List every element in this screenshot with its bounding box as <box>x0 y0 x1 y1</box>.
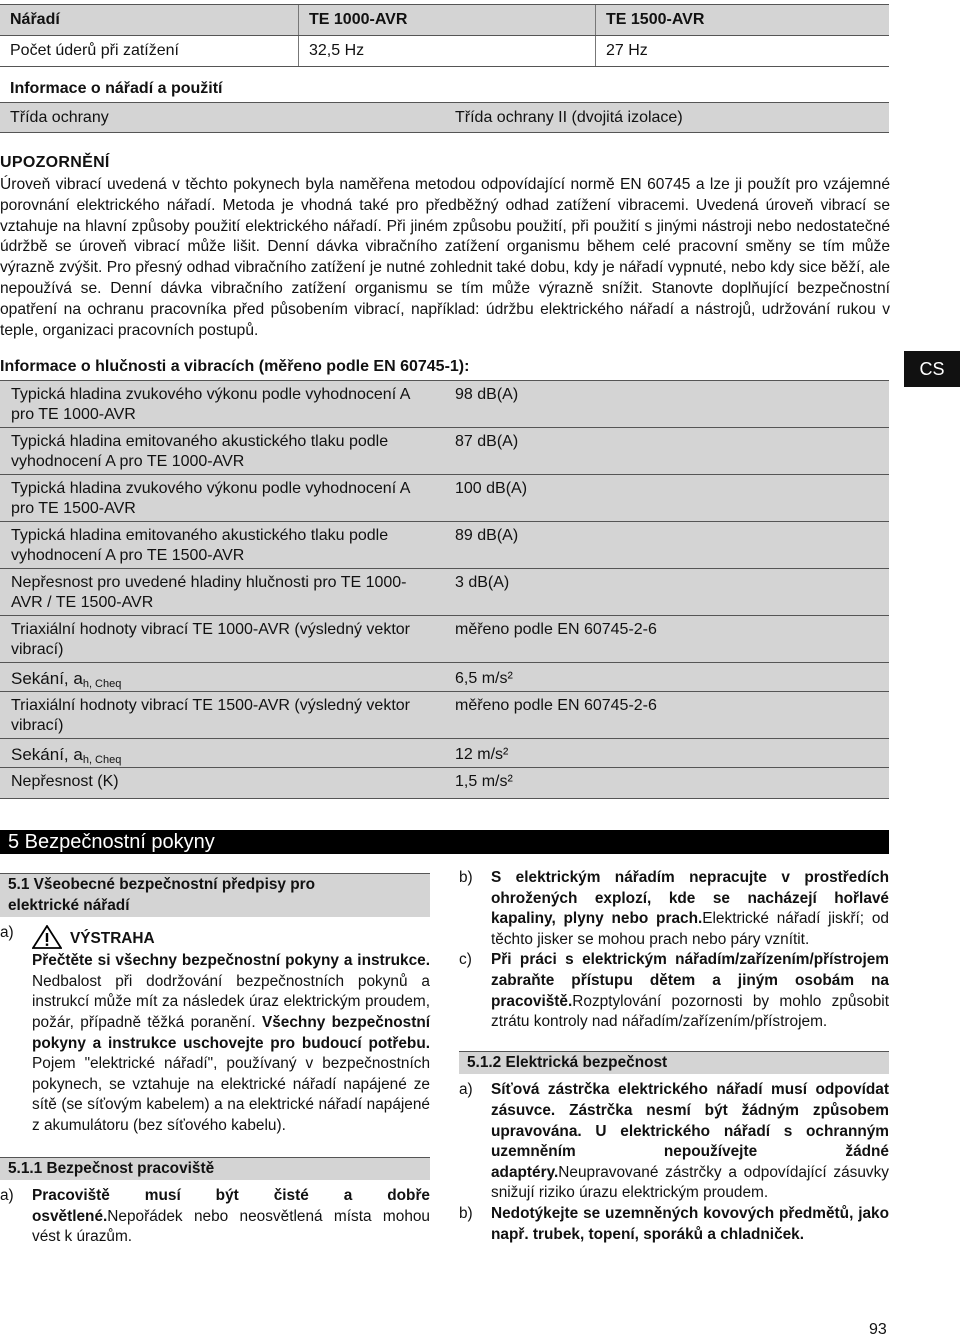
item-label: b) <box>459 1204 473 1222</box>
list-item <box>459 1204 889 1245</box>
warning-text: Úroveň vibrací uvedená v těchto pokynech byla naměřena metodou odpovídající normě EN 60745 a lze ji použít pro vzájemné porovnání elektrického nářadí. Metoda je vhodná také pro předběžný odhad zatížení vibracemi. Uvedená úroveň vibrací se vztahuje na hlavní způsoby použití elektrického nářadí. Při jiném způsobu použití, při použití s jinými nástroji nebo nedostatečné údržbě se úroveň vibrací může lišit. Denní dávka vibračního zatížení organismu během celé pracovní směny se tím může výrazně zvýšit. Pro přesný odhad vibračního zatížení je nutné zohlednit také dobu, kdy je nářadí vypnuté, nebo kdy sice běží, ale nepoužívá se. Denní dávka vibračního zatížení organismu se tím může výrazně snížit. Stanovte doplňující bezpečnostní opatření na ochranu pracovníka před působením vibrací, například: údržbu elektrického nářadí a nástrojů, udržování rukou v teple, organizaci pracovních postupů. <box>0 176 890 339</box>
row-label: Typická hladina emitovaného akustického tlaku podle vyhodnocení A pro TE 1500-AVR <box>11 527 389 564</box>
row-label: Nepřesnost pro uvedené hladiny hlučnosti pro TE 1000-AVR / TE 1500-AVR <box>11 574 407 611</box>
item-text <box>491 1204 889 1245</box>
row-value: 89 dB(A) <box>455 527 519 544</box>
row-label: Typická hladina emitovaného akustického tlaku podle vyhodnocení A pro TE 1000-AVR <box>11 433 389 470</box>
table-row <box>0 569 889 616</box>
spec-table-row <box>0 36 889 67</box>
spec-header-cell: TE 1000-AVR <box>298 5 595 35</box>
page-number: 93 <box>869 1321 887 1338</box>
item-text <box>32 1186 430 1248</box>
left-column <box>0 873 430 1248</box>
spec-cell: Počet úderů při zatížení <box>10 42 179 59</box>
item-body: Nepořádek nebo neosvětlená místa mohou vést k úrazům. <box>32 1207 430 1246</box>
subsection-heading-text: 5.1 Všeobecné bezpečnostní předpisy pro elektrické nářadí <box>8 876 316 914</box>
spec-cell: 27 Hz <box>595 36 889 66</box>
table-row <box>0 739 889 768</box>
row-value: 1,5 m/s² <box>455 773 513 790</box>
item-bold: Síťová zástrčka elektrického nářadí musí odpovídat zásuvce. Zástrčka nesmí být žádným způsobem upravována. U elektrického nářadí s ochranným uzemněním nepoužívejte žádné adaptéry. <box>491 1081 889 1181</box>
item-text <box>491 1080 889 1204</box>
row-value: měřeno podle EN 60745-2-6 <box>455 697 657 714</box>
item-label: a) <box>0 924 14 942</box>
row-value: 12 m/s² <box>455 746 509 763</box>
item-body: Neupravované zástrčky a odpovídající zásuvky snižují riziko úrazu elektrickým proudem. <box>491 1163 889 1202</box>
row-value: 6,5 m/s² <box>455 670 513 687</box>
item-label: c) <box>459 951 472 969</box>
row-label <box>0 665 445 691</box>
row-label-sub: h, Cheq <box>82 678 122 690</box>
item-label: a) <box>459 1081 473 1099</box>
item-bold: Pracoviště musí být čisté a dobře osvětlené. <box>32 1187 430 1225</box>
row-label: Triaxiální hodnoty vibrací TE 1000-AVR (výsledný vektor vibrací) <box>11 621 410 658</box>
item-body: Elektrické nářadí jiskří; od těchto jisker se mohou prach nebo páry vznítit. <box>491 910 889 948</box>
list-item <box>459 950 889 1032</box>
tool-info-row <box>0 102 889 133</box>
row-value: 100 dB(A) <box>455 480 528 497</box>
subsection-heading-5-1-1: 5.1.1 Bezpečnost pracoviště <box>0 1157 430 1181</box>
table-row <box>0 475 889 522</box>
subsection-heading-5-1-2: 5.1.2 Elektrická bezpečnost <box>459 1051 889 1075</box>
spec-header-cell: Nářadí <box>10 11 60 28</box>
right-column <box>459 868 889 1245</box>
item-bold: Při práci s elektrickým nářadím/zařízením/přístrojem zabraňte přístupu dětem a jiným osobám na pracoviště. <box>491 951 889 1010</box>
item-bold: Nedotýkejte se uzemněných kovových předmětů, jako např. trubek, topení, sporáků a chladniček. <box>491 1204 889 1243</box>
item-a-text-1: Nedbalost při dodržování bezpečnostních pokynů a instrukcí může mít za následek úraz elektrickým proudem, požár, případně těžká poranění. <box>32 972 430 1031</box>
table-row <box>0 663 889 692</box>
table-row <box>0 692 889 739</box>
item-text <box>491 868 889 950</box>
row-label: Nepřesnost (K) <box>11 773 119 790</box>
item-a-block <box>0 923 430 1136</box>
row-label: Triaxiální hodnoty vibrací TE 1500-AVR (výsledný vektor vibrací) <box>11 697 410 734</box>
tool-info-label: Třída ochrany <box>10 108 109 126</box>
list-item <box>459 1080 889 1204</box>
tool-info-value: Třída ochrany II (dvojitá izolace) <box>455 108 683 126</box>
spec-table-header <box>0 4 889 36</box>
table-row <box>0 522 889 569</box>
row-label-main: Sekání, a <box>11 669 83 688</box>
warning-triangle-icon <box>32 925 62 949</box>
spec-cell: 32,5 Hz <box>298 36 595 66</box>
item-text <box>491 950 889 1032</box>
table-row <box>0 768 889 799</box>
tool-info-heading: Informace o nářadí a použití <box>10 80 223 97</box>
row-label-main: Sekání, a <box>11 745 83 764</box>
vibration-heading: Informace o hlučnosti a vibracích (měřeno podle EN 60745-1): <box>0 358 470 375</box>
subsection-heading-5-1 <box>0 873 430 917</box>
list-item <box>0 1186 430 1248</box>
item-a-bold-2: Všechny bezpečnostní pokyny a instrukce uschovejte pro budoucí potřebu. <box>32 1013 430 1052</box>
item-a-bold-1: Přečtěte si všechny bezpečnostní pokyny a instrukce. <box>32 952 430 970</box>
item-bold: S elektrickým nářadím nepracujte v prostředích ohrožených explozí, kde se nacházejí hořlavé kapaliny, plyny nebo prach. <box>491 869 889 928</box>
spec-table <box>0 4 889 67</box>
section-title: 5 Bezpečnostní pokyny <box>0 830 889 854</box>
row-value: měřeno podle EN 60745-2-6 <box>455 621 657 638</box>
table-row <box>0 381 889 428</box>
language-tab: CS <box>904 351 960 387</box>
row-label <box>0 741 445 767</box>
warning-title: UPOZORNĚNÍ <box>0 154 110 171</box>
item-body: Rozptylování pozornosti by mohlo způsobit ztrátu kontroly nad nářadím/zařízením/přístrojem. <box>491 992 889 1031</box>
row-label: Typická hladina zvukového výkonu podle vyhodnocení A pro TE 1000-AVR <box>11 386 410 423</box>
vibration-table <box>0 380 889 799</box>
row-value: 3 dB(A) <box>455 574 510 591</box>
row-label: Typická hladina zvukového výkonu podle vyhodnocení A pro TE 1500-AVR <box>11 480 410 517</box>
spec-header-cell: TE 1500-AVR <box>595 5 889 35</box>
item-a-text <box>32 951 430 1136</box>
item-label: a) <box>0 1187 14 1205</box>
list-item <box>459 868 889 950</box>
item-a-text-2: Pojem "elektrické nářadí", používaný v bezpečnostních pokynech, se vztahuje na elektrické nářadí napájené ze sítě (se síťovým kabelem) a na elektrické nářadí napájené z akumulátoru (bez síťového kabelu). <box>32 1055 430 1134</box>
table-row <box>0 428 889 475</box>
row-value: 87 dB(A) <box>455 433 519 450</box>
warning-line <box>32 923 430 949</box>
table-row <box>0 616 889 663</box>
warning-label: VÝSTRAHA <box>70 930 155 948</box>
row-value: 98 dB(A) <box>455 386 519 403</box>
item-label: b) <box>459 869 473 886</box>
row-label-sub: h, Cheq <box>82 754 122 766</box>
